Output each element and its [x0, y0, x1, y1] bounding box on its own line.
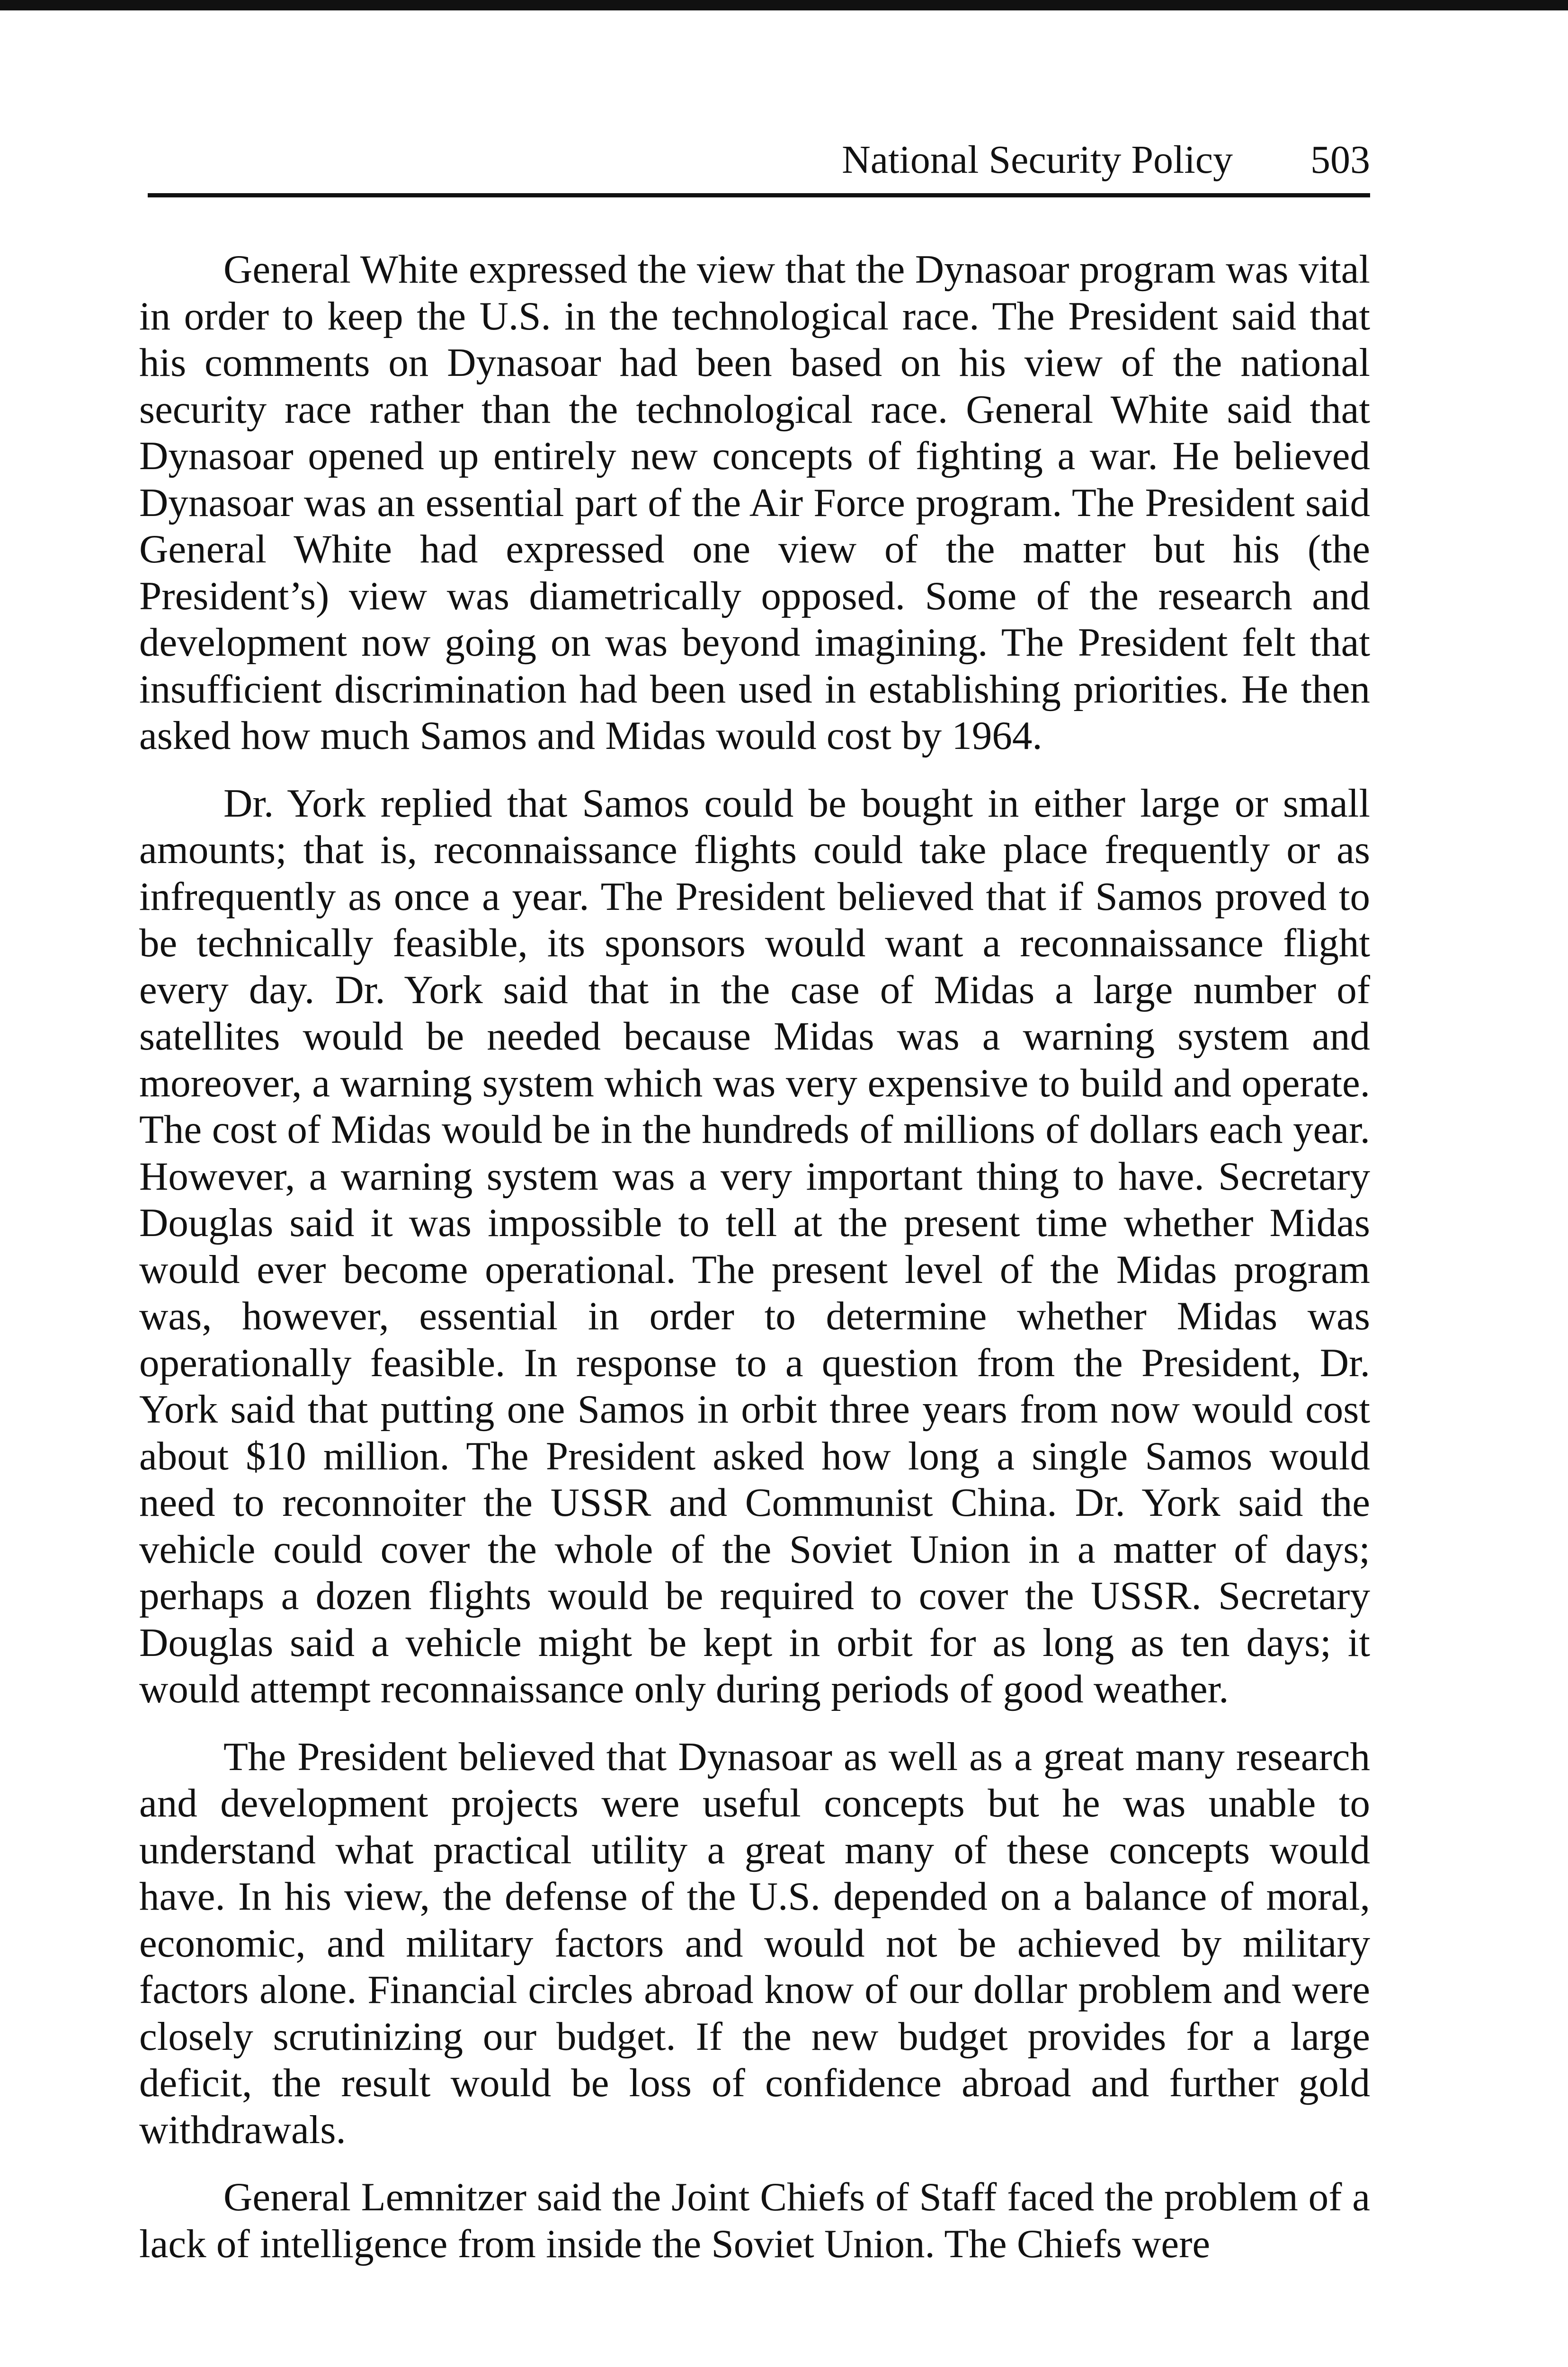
paragraph-samos-midas-cost: Dr. York replied that Samos could be bought in either large or small amounts; that is, reconnaissance flights could take place frequently or as infrequently as once a year. The President believed that if Samos proved to be technically feasible, its sponsors would want a reconnaissance flight every day. Dr. York said that in the case of Midas a large number of satellites would be needed because Midas was a warning system and moreover, a warning system which was very expensive to build and operate. The cost of Midas would be in the hundreds of millions of dollars each year. However, a warning system was a very important thing to have. Secretary Douglas said it was impossible to tell at the present time whether Midas would ever become operational. The present level of the Midas program was, however, essential in order to determine whether Midas was operationally feasible. In response to a question from the President, Dr. York said that putting one Samos in orbit three years from now would cost about $10 million. The President asked how long a single Samos would need to reconnoiter the USSR and Communist China. Dr. York said the vehicle could cover the whole of the Soviet Union in a matter of days; perhaps a dozen flights would be required to cover the USSR. Secretary Douglas said a vehicle might be kept in orbit for as long as ten days; it would attempt reconnaissance only during periods of good weather. [139, 781, 1370, 1711]
paragraph-dynasoar-view: General White expressed the view that the Dynasoar program was vital in order to keep the U.S. in the technological race. The President said that his comments on Dynasoar had been based on his view of the national security race rather than the technological race. General White said that Dynasoar opened up entirely new concepts of fighting a war. He believed Dynasoar was an essential part of the Air Force program. The President said General White had expressed one view of the matter but his (the President’s) view was diametrically opposed. Some of the research and development now going on was beyond imagining. The President felt that insufficient discrimination had been used in establishing priorities. He then asked how much Samos and Midas would cost by 1964. [139, 247, 1370, 758]
paragraph-lemnitzer-intelligence: General Lemnitzer said the Joint Chiefs of Staff faced the problem of a lack of intelligence from inside the Soviet Union. The Chiefs were [139, 2175, 1370, 2266]
page-top-border [0, 0, 1568, 10]
running-head-title: National Security Policy [842, 138, 1233, 182]
page-number: 503 [1310, 138, 1370, 182]
running-head [148, 127, 1370, 197]
paragraph-president-concepts: The President believed that Dynasoar as well as a great many research and development projects were useful concepts but he was unable to understand what practical utility a great many of these concepts would have. In his view, the defense of the U.S. depended on a balance of moral, economic, and military factors and would not be achieved by military factors alone. Financial circles abroad know of our dollar problem and were closely scrutinizing our budget. If the new budget provides for a large deficit, the result would be loss of confidence abroad and further gold withdrawals. [139, 1734, 1370, 2152]
body-text [139, 246, 1370, 2267]
